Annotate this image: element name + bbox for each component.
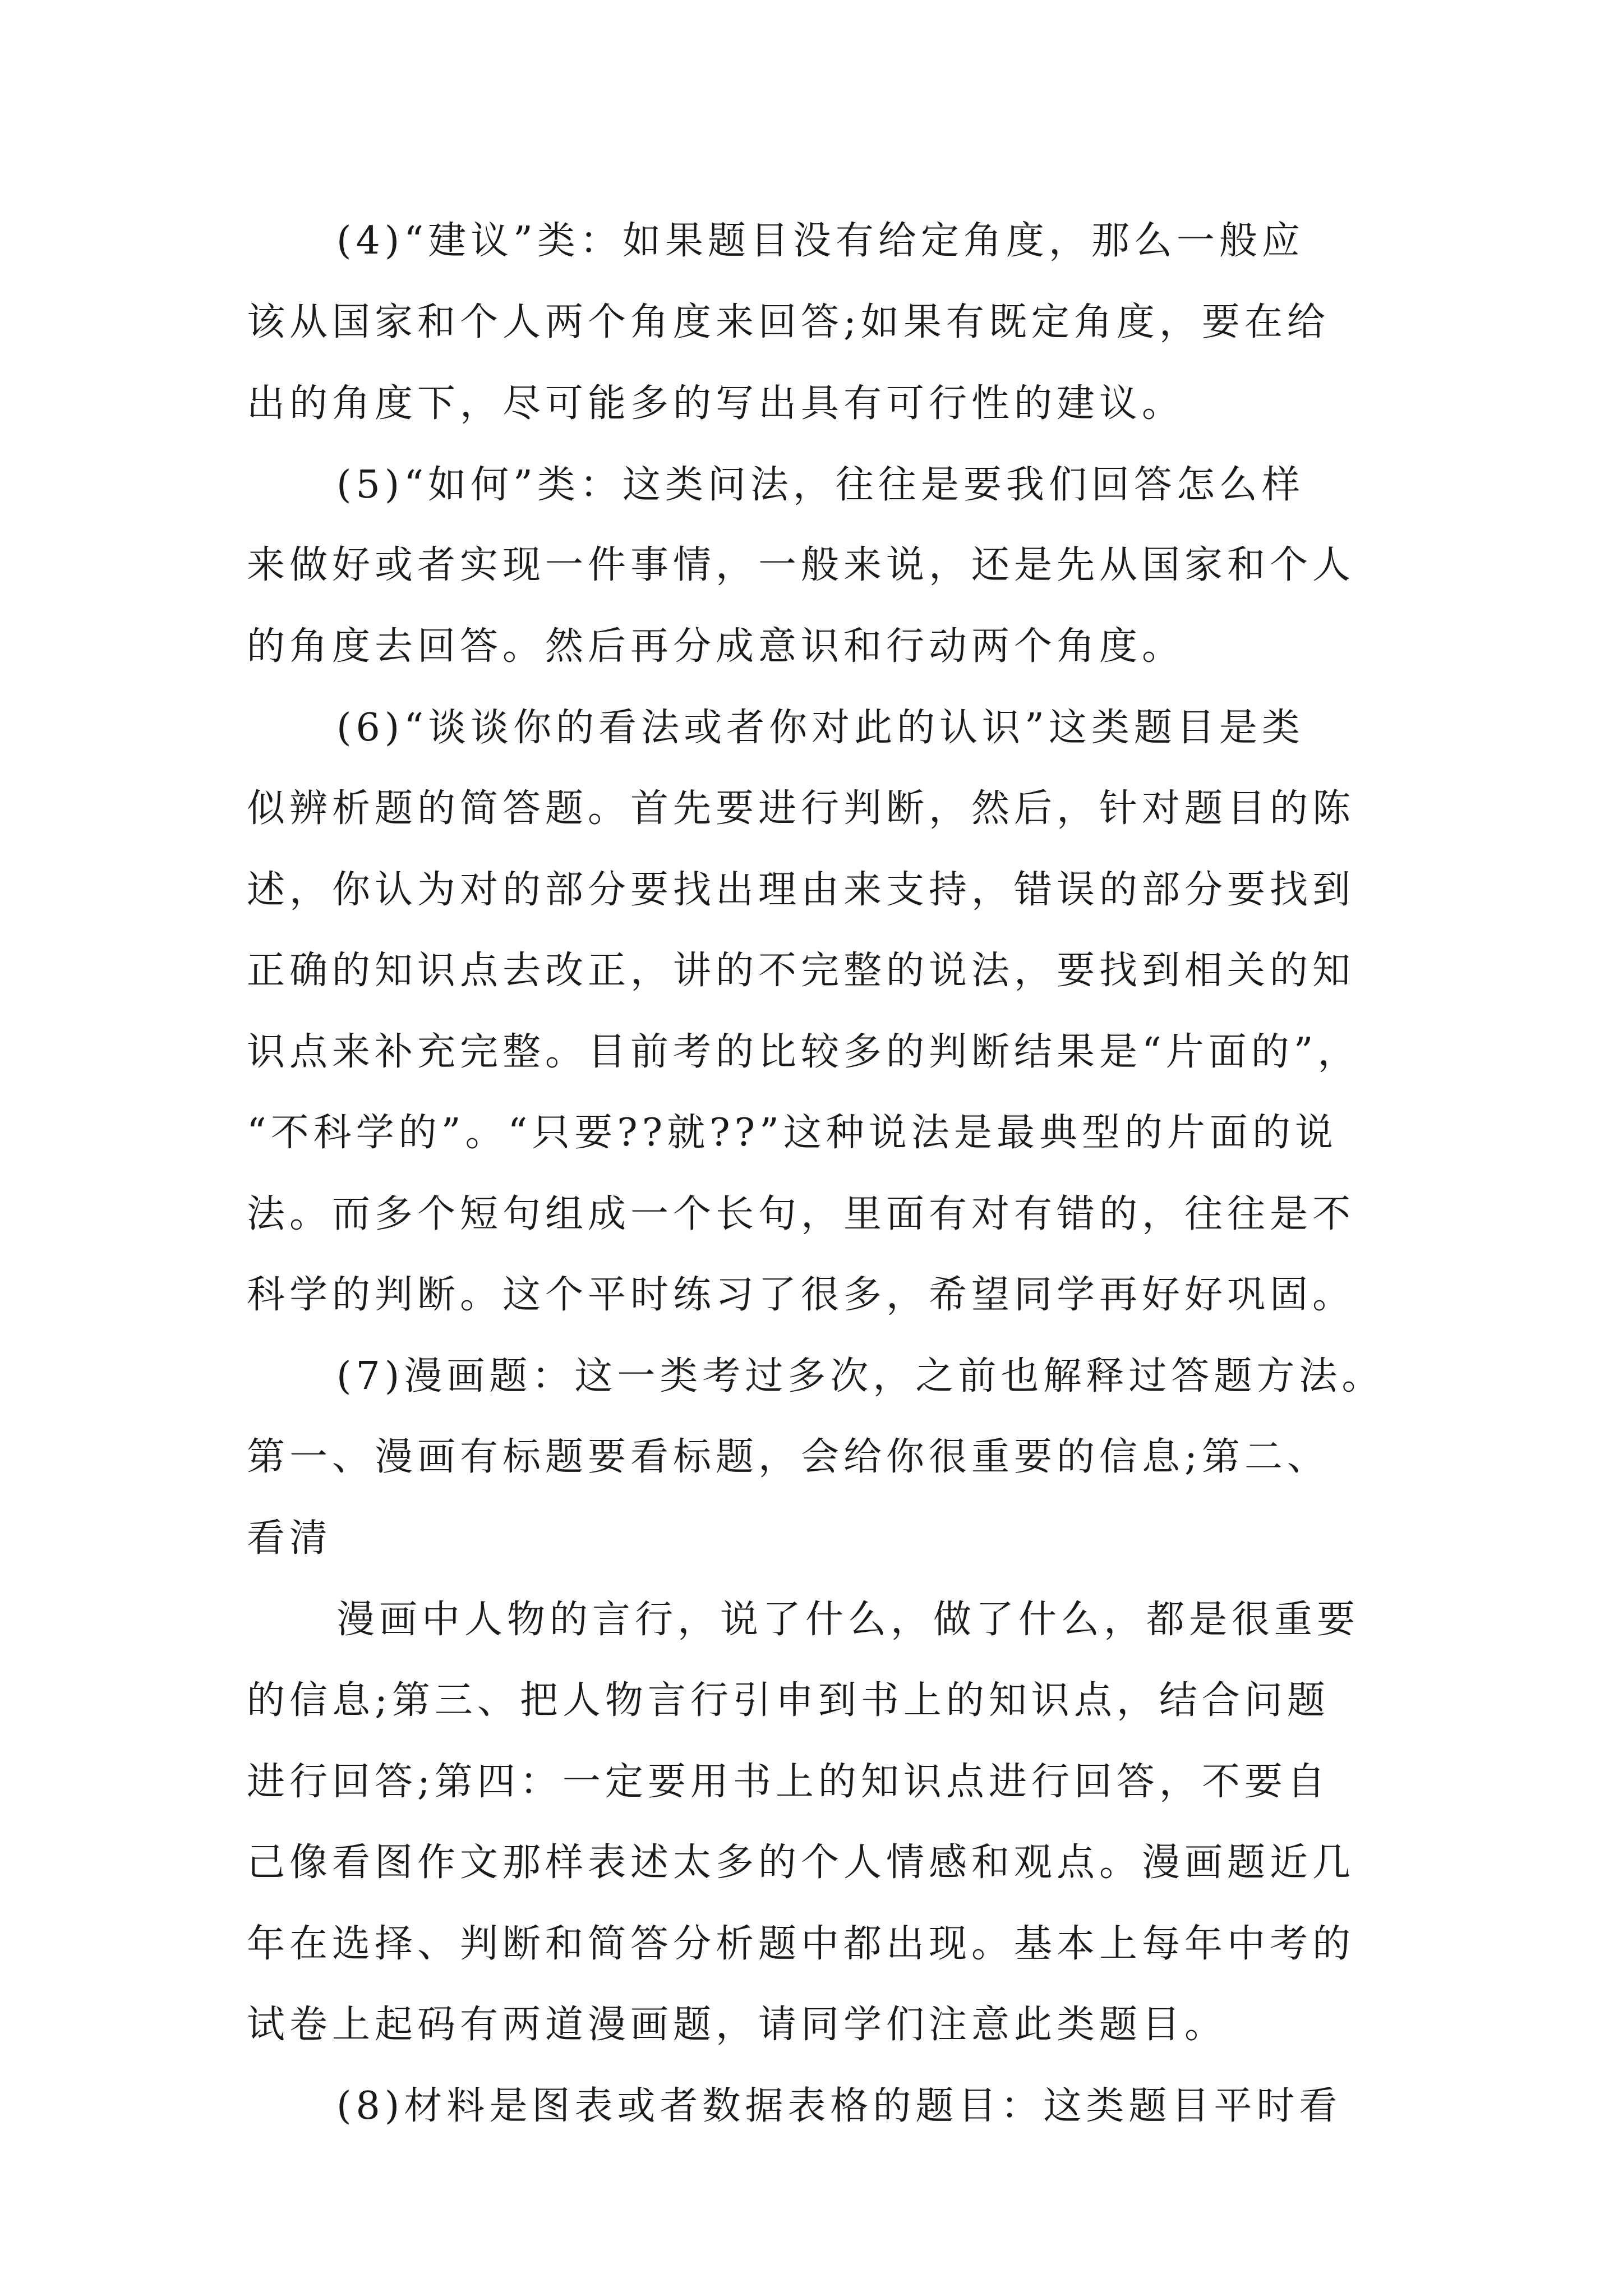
- text-line: 似辨析题的简答题。首先要进行判断，然后，针对题目的陈: [247, 786, 1355, 831]
- text-line: 己像看图作文那样表述太多的个人情感和观点。漫画题近几: [247, 1841, 1355, 1885]
- text-line: 的信息;第三、把人物言行引申到书上的知识点，结合问题: [247, 1678, 1330, 1723]
- text-line: 来做好或者实现一件事情，一般来说，还是先从国家和个人: [247, 543, 1355, 587]
- text-line: (5)“如何”类：这类问法，往往是要我们回答怎么样: [336, 463, 1304, 507]
- text-line: (7)漫画题：这一类考过多次，之前也解释过答题方法。: [336, 1354, 1385, 1398]
- text-line: 出的角度下，尽可能多的写出具有可行性的建议。: [247, 381, 1185, 426]
- text-line: 科学的判断。这个平时练习了很多，希望同学再好好巩固。: [247, 1273, 1355, 1317]
- text-line: 的角度去回答。然后再分成意识和行动两个角度。: [247, 624, 1185, 669]
- text-line: 正确的知识点去改正，讲的不完整的说法，要找到相关的知: [247, 949, 1355, 993]
- text-line: 看清: [247, 1516, 333, 1561]
- text-line: 试卷上起码有两道漫画题，请同学们注意此类题目。: [247, 2003, 1228, 2047]
- text-line: 该从国家和个人两个角度来回答;如果有既定角度，要在给: [247, 300, 1330, 344]
- text-line: 识点来补充完整。目前考的比较多的判断结果是“片面的”，: [247, 1030, 1361, 1074]
- text-line: 法。而多个短句组成一个长句，里面有对有错的，往往是不: [247, 1192, 1355, 1236]
- text-line: 进行回答;第四：一定要用书上的知识点进行回答，不要自: [247, 1760, 1330, 1804]
- text-line: 述，你认为对的部分要找出理由来支持，错误的部分要找到: [247, 868, 1355, 912]
- text-line: 漫画中人物的言行，说了什么，做了什么，都是很重要: [336, 1598, 1360, 1642]
- text-line: 第一、漫画有标题要看标题，会给你很重要的信息;第二、: [247, 1435, 1330, 1479]
- text-line: (8)材料是图表或者数据表格的题目：这类题目平时看: [336, 2084, 1342, 2128]
- text-line: (6)“谈谈你的看法或者你对此的认识”这类题目是类: [336, 706, 1304, 750]
- text-line: “不科学的”。“只要??就??”这种说法是最典型的片面的说: [247, 1111, 1338, 1155]
- text-line: (4)“建议”类：如果题目没有给定角度，那么一般应: [336, 219, 1304, 263]
- text-line: 年在选择、判断和简答分析题中都出现。基本上每年中考的: [247, 1922, 1355, 1966]
